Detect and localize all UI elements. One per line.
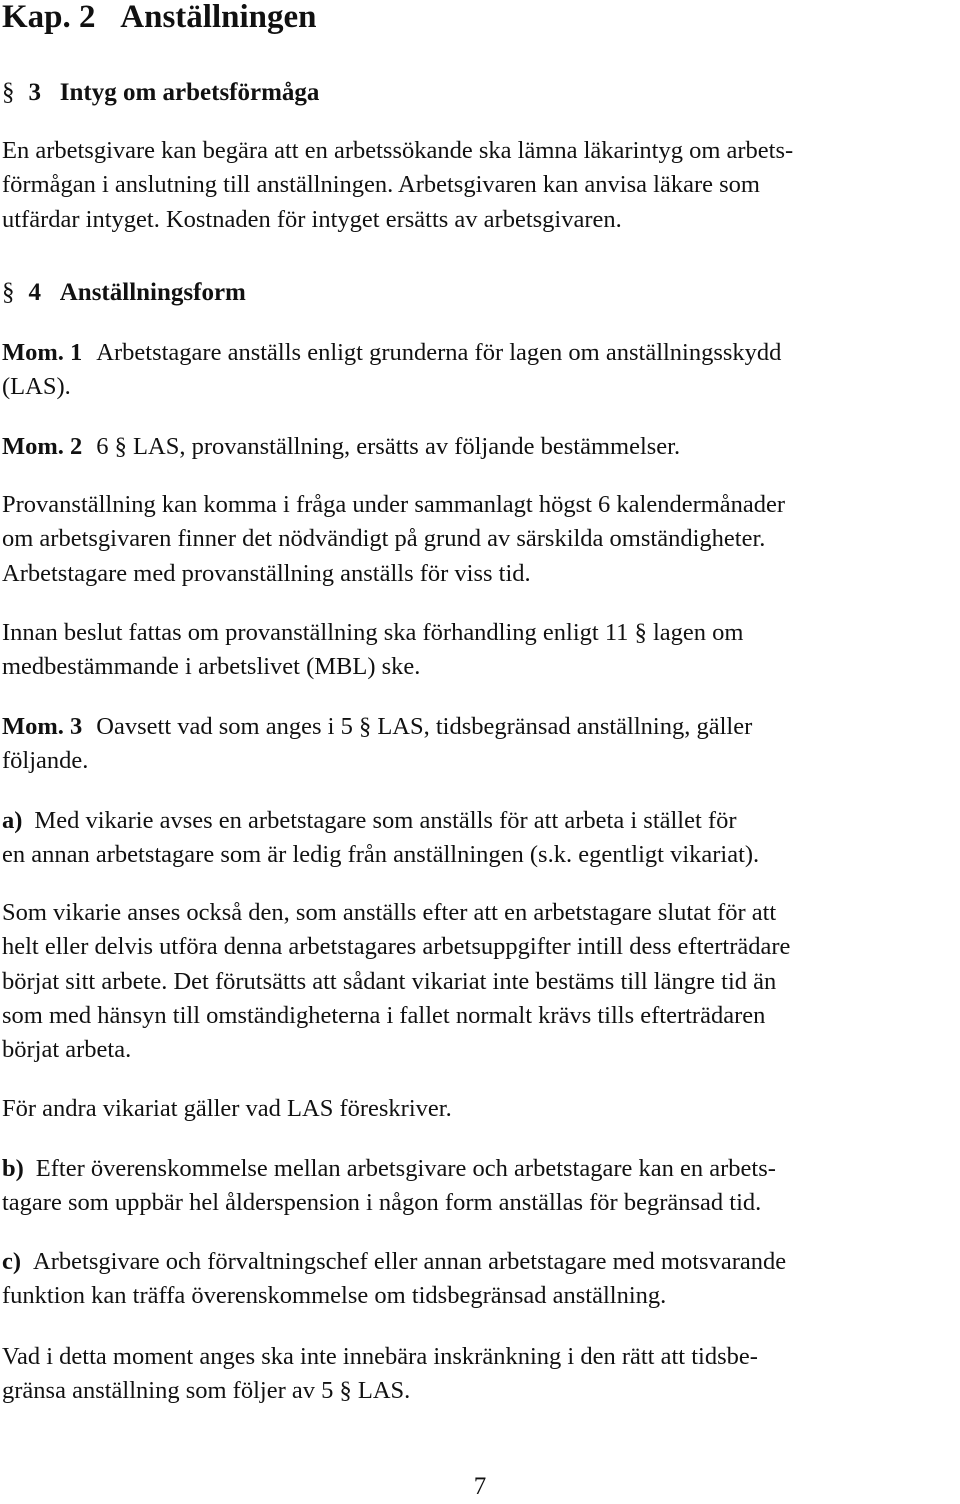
chapter-label: Kap. 2	[2, 0, 96, 35]
paragraph-line: som med hänsyn till omständigheterna i fallet normalt krävs tills efterträdaren	[2, 1001, 766, 1029]
vikarie-paragraph	[2, 896, 958, 1067]
paragraph-line: funktion kan träffa överenskommelse om tidsbegränsad anställning.	[2, 1282, 667, 1310]
paragraph-text: LAS, provanställning, ersätts av följande bestämmelser.	[133, 433, 681, 460]
paragraph-line: En arbetsgivare kan begära att en arbetssökande ska lämna läkarintyg om arbets-	[2, 137, 794, 164]
paragraph-text: Med vikarie avses en arbetstagare som anställs för att arbeta i stället för	[34, 807, 737, 834]
paragraph-text: Efter överenskommelse mellan arbetsgivare och arbetstagare kan en arbets-	[35, 1155, 776, 1182]
section-title: Intyg om arbetsförmåga	[59, 79, 320, 106]
paragraph-text: lagen om	[652, 619, 744, 646]
paragraph-text: LAS, tidsbegränsad anställning, gäller	[377, 713, 753, 740]
item-letter: c)	[2, 1248, 22, 1275]
section-3-heading	[2, 76, 319, 110]
mom-3-paragraph	[2, 710, 958, 779]
mom-2-heading-line	[2, 430, 958, 464]
paragraph-line: För andra vikariat gäller vad LAS föreskriver.	[2, 1095, 452, 1122]
item-a-paragraph	[2, 804, 958, 873]
section-sign: §	[358, 713, 372, 740]
section-number: 4	[28, 279, 41, 306]
section-sign: §	[2, 279, 15, 306]
mom-2-paragraph-2	[2, 616, 958, 685]
paragraph-line: börjat sitt arbete. Det förutsätts att sådant vikariat inte bestäms till längre tid än	[2, 967, 777, 995]
paragraph-line: följande.	[2, 747, 89, 775]
paragraph-text: 6	[96, 433, 109, 460]
paragraph-text: Arbetsgivare och förvaltningschef eller annan arbetstagare med motsvarande	[33, 1248, 787, 1275]
section-sign: §	[114, 433, 127, 460]
item-letter: b)	[2, 1155, 24, 1182]
mom-label: Mom. 2	[2, 433, 83, 460]
paragraph-line: en annan arbetstagare som är ledig från anställningen (s.k. egentligt vikariat).	[2, 841, 760, 869]
paragraph-line: börjat arbeta.	[2, 1036, 132, 1064]
section-3-paragraph	[2, 134, 958, 237]
section-sign: §	[2, 79, 15, 106]
final-paragraph	[2, 1340, 958, 1409]
paragraph-text: Oavsett vad som anges i 5	[96, 713, 353, 740]
andra-vikariat-paragraph	[2, 1092, 958, 1126]
item-b-paragraph	[2, 1152, 958, 1221]
paragraph-text: LAS.	[357, 1377, 411, 1405]
section-sign: §	[634, 619, 647, 646]
section-number: 3	[28, 79, 41, 106]
paragraph-line: tagare som uppbär hel ålderspension i någon form anställas för begränsad tid.	[2, 1189, 762, 1217]
paragraph-line: Som vikarie anses också den, som anställs efter att en arbetstagare slutat för att	[2, 899, 777, 926]
mom-label: Mom. 1	[2, 339, 83, 366]
item-letter: a)	[2, 807, 23, 834]
item-c-paragraph	[2, 1245, 958, 1314]
chapter-heading	[2, 0, 317, 40]
paragraph-line: medbestämmande i arbetslivet (MBL) ske.	[2, 653, 421, 681]
paragraph-line: Vad i detta moment anges ska inte innebära inskränkning i den rätt att tidsbe-	[2, 1343, 758, 1370]
paragraph-line: Arbetstagare anställs enligt grunderna för lagen om anställningsskydd	[96, 339, 782, 366]
mom-label: Mom. 3	[2, 713, 83, 740]
section-sign: §	[339, 1377, 352, 1405]
paragraph-line: Provanställning kan komma i fråga under sammanlagt högst 6 kalendermånader	[2, 491, 786, 518]
section-4-heading	[2, 276, 246, 310]
paragraph-line: förmågan i anslutning till anställningen. Arbetsgivaren kan anvisa läkare som	[2, 171, 760, 199]
section-title: Anställningsform	[59, 279, 246, 306]
page-number: 7	[473, 1473, 487, 1500]
mom-1-paragraph	[2, 336, 958, 405]
mom-2-paragraph-1	[2, 488, 958, 591]
paragraph-line: helt eller delvis utföra denna arbetstagares arbetsuppgifter intill dess efterträdare	[2, 933, 791, 961]
paragraph-text: gränsa anställning som följer av 5	[2, 1377, 334, 1405]
paragraph-line: om arbetsgivaren finner det nödvändigt på grund av särskilda omständigheter.	[2, 525, 766, 553]
paragraph-line: Arbetstagare med provanställning anställs för viss tid.	[2, 559, 531, 587]
paragraph-line: (LAS).	[2, 373, 71, 401]
paragraph-text: Innan beslut fattas om provanställning ska förhandling enligt 11	[2, 619, 629, 646]
chapter-title: Anställningen	[120, 0, 317, 35]
paragraph-line: utfärdar intyget. Kostnaden för intyget ersätts av arbetsgivaren.	[2, 205, 622, 233]
